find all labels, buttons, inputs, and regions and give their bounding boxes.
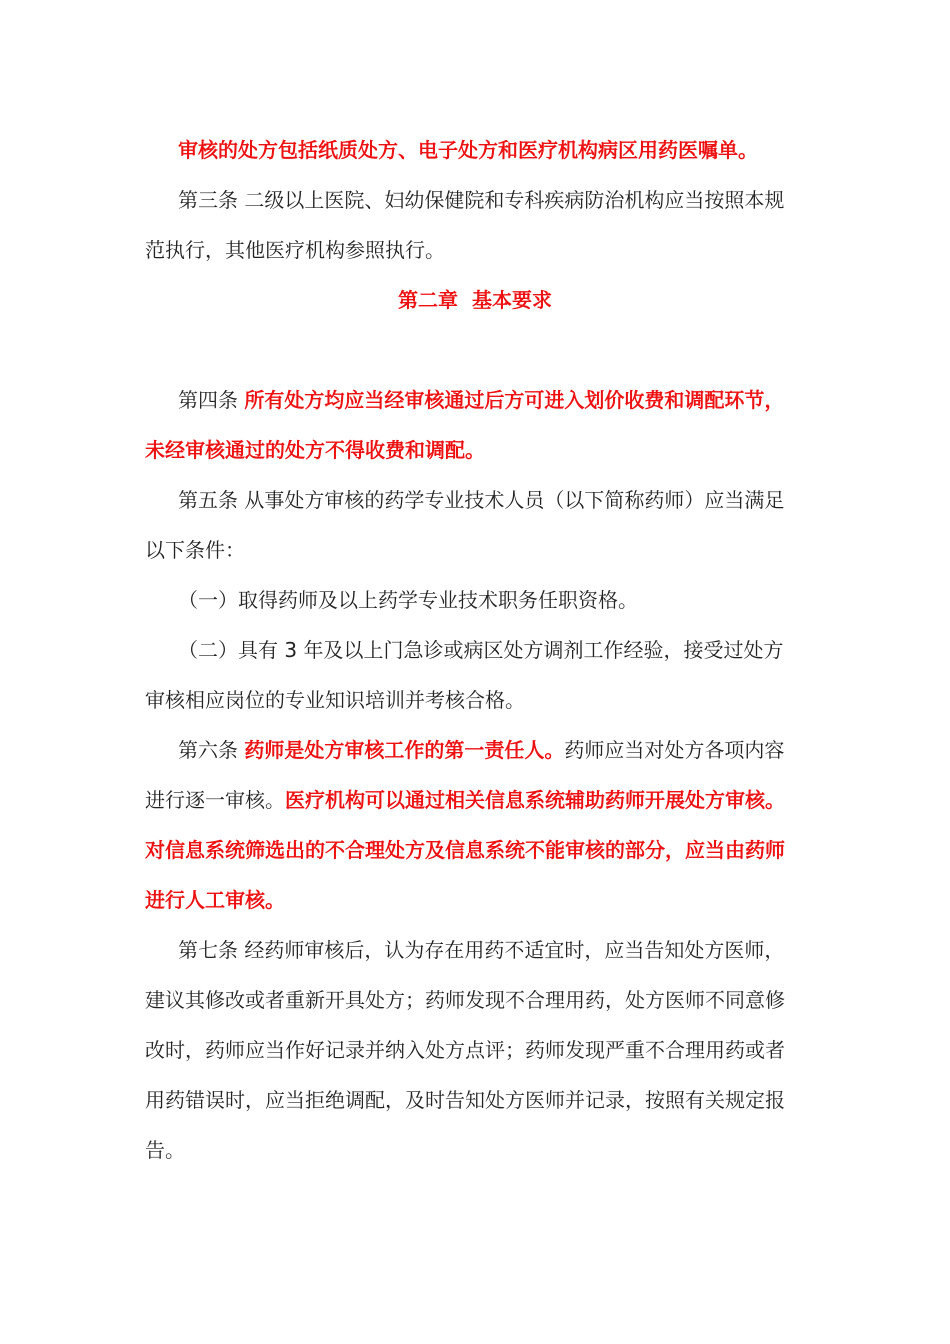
- intro-red-text: 审核的处方包括纸质处方、电子处方和医疗机构病区用药医嘱单。: [178, 138, 758, 162]
- article-7-line-4: 用药错误时，应当拒绝调配，及时告知处方医师并记录，按照有关规定报: [145, 1088, 785, 1112]
- article-3-line-1: 第三条 二级以上医院、妇幼保健院和专科疾病防治机构应当按照本规: [178, 188, 785, 212]
- article-7-line-3: 改时，药师应当作好记录并纳入处方点评；药师发现严重不合理用药或者: [145, 1038, 785, 1062]
- article-3-line-2: 范执行，其他医疗机构参照执行。: [145, 238, 445, 262]
- chapter-number: 第二章: [398, 288, 458, 312]
- article-4-red-2: 未经审核通过的处方不得收费和调配。: [145, 438, 485, 462]
- chapter-title: 基本要求: [472, 288, 552, 312]
- article-5-line-2: 以下条件：: [145, 538, 245, 562]
- article-7-line-5: 告。: [145, 1138, 185, 1162]
- article-6-text-1: 药师应当对处方各项内容: [564, 738, 785, 762]
- article-7-line-1: 第七条 经药师审核后，认为存在用药不适宜时，应当告知处方医师，: [178, 938, 785, 962]
- article-6-line-2: [145, 785, 810, 815]
- article-4-red-1: 所有处方均应当经审核通过后方可进入划价收费和调配环节，: [244, 388, 785, 412]
- article-7-line-2: 建议其修改或者重新开具处方；药师发现不合理用药，处方医师不同意修: [145, 988, 785, 1012]
- article-6-red-4: 进行人工审核。: [145, 888, 285, 912]
- chapter-heading: [0, 285, 950, 315]
- article-6-text-2: 进行逐一审核。: [145, 788, 285, 812]
- article-6-red-1: 药师是处方审核工作的第一责任人。: [244, 738, 565, 762]
- article-6-red-2: 医疗机构可以通过相关信息系统辅助药师开展处方审核。: [285, 788, 785, 812]
- article-5-line-1: 第五条 从事处方审核的药学专业技术人员（以下简称药师）应当满足: [178, 488, 785, 512]
- article-6-label: 第六条: [178, 738, 245, 762]
- article-5-item-2-line-2: 审核相应岗位的专业知识培训并考核合格。: [145, 688, 525, 712]
- article-6-line-1: [178, 735, 810, 765]
- article-5-item-1: （一）取得药师及以上药学专业技术职务任职资格。: [178, 588, 638, 612]
- article-4-line-1: [178, 385, 810, 415]
- article-5-item-2-line-1: （二）具有 3 年及以上门急诊或病区处方调剂工作经验，接受过处方: [178, 638, 784, 662]
- article-6-red-3: 对信息系统筛选出的不合理处方及信息系统不能审核的部分，应当由药师: [145, 838, 785, 862]
- article-4-label: 第四条: [178, 388, 245, 412]
